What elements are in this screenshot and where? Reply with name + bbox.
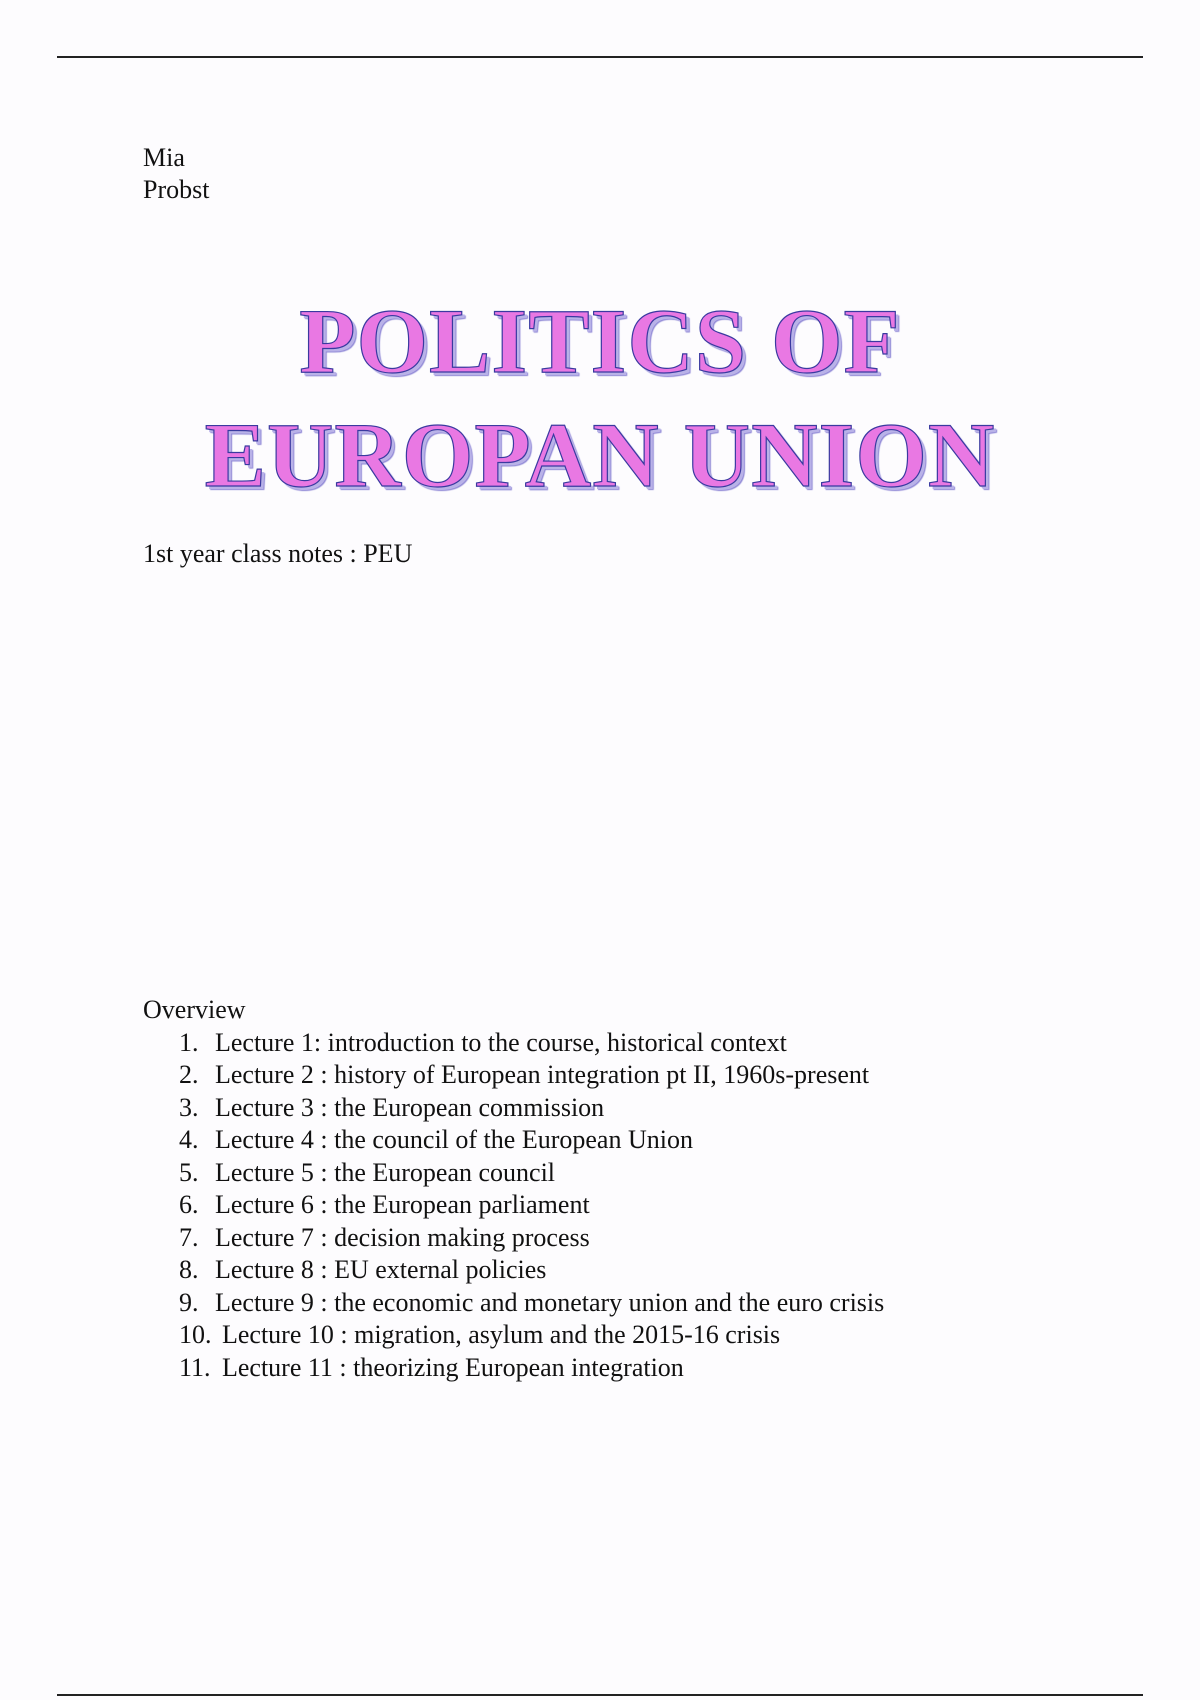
top-rule [57, 56, 1143, 58]
list-item [179, 1124, 884, 1157]
list-item-text: Lecture 3 : the European commission [215, 1092, 605, 1122]
list-item-text: Lecture 10 : migration, asylum and the 2015-16 crisis [222, 1320, 781, 1349]
list-item [179, 1287, 884, 1320]
list-item-number: 7. [179, 1222, 199, 1252]
list-item [179, 1059, 884, 1092]
author-last-name: Probst [143, 175, 210, 204]
lecture-list [143, 1027, 884, 1385]
list-item-number: 4. [179, 1125, 199, 1154]
document-title [0, 284, 1200, 512]
list-item [179, 1027, 884, 1060]
list-item-text: Lecture 4 : the council of the European Union [215, 1125, 693, 1154]
list-item-text: Lecture 9 : the economic and monetary union and the euro crisis [215, 1287, 885, 1317]
list-item-number: 9. [179, 1287, 199, 1317]
list-item-text: Lecture 2 : history of European integration pt II, 1960s-present [215, 1060, 870, 1089]
list-item-number: 3. [179, 1092, 199, 1122]
list-item-text: Lecture 1: introduction to the course, historical context [215, 1027, 787, 1057]
overview-section [143, 994, 884, 1384]
author-first-name: Mia [143, 143, 185, 172]
list-item-text: Lecture 11 : theorizing European integration [222, 1352, 684, 1382]
list-item [179, 1222, 884, 1255]
list-item-text: Lecture 8 : EU external policies [215, 1255, 547, 1284]
list-item-number: 2. [179, 1060, 199, 1089]
list-item-number: 8. [179, 1255, 199, 1284]
list-item-number: 6. [179, 1190, 199, 1219]
overview-heading: Overview [143, 995, 246, 1024]
list-item-number: 5. [179, 1157, 199, 1187]
list-item [179, 1157, 884, 1190]
list-item [179, 1189, 884, 1222]
title-line-2: EUROPAN UNION [204, 404, 996, 506]
list-item-number: 1. [179, 1027, 199, 1057]
list-item-number: 10. [179, 1320, 212, 1349]
list-item [179, 1254, 884, 1287]
bottom-rule [57, 1694, 1143, 1696]
list-item-text: Lecture 6 : the European parliament [215, 1190, 590, 1219]
author-name [143, 142, 209, 206]
title-line-1: POLITICS OF [299, 290, 901, 392]
list-item [179, 1319, 884, 1352]
list-item-number: 11. [179, 1352, 211, 1382]
list-item-text: Lecture 5 : the European council [215, 1157, 556, 1187]
list-item [179, 1092, 884, 1125]
list-item [179, 1352, 884, 1385]
list-item-text: Lecture 7 : decision making process [215, 1222, 590, 1252]
document-subtitle: 1st year class notes : PEU [143, 539, 413, 568]
